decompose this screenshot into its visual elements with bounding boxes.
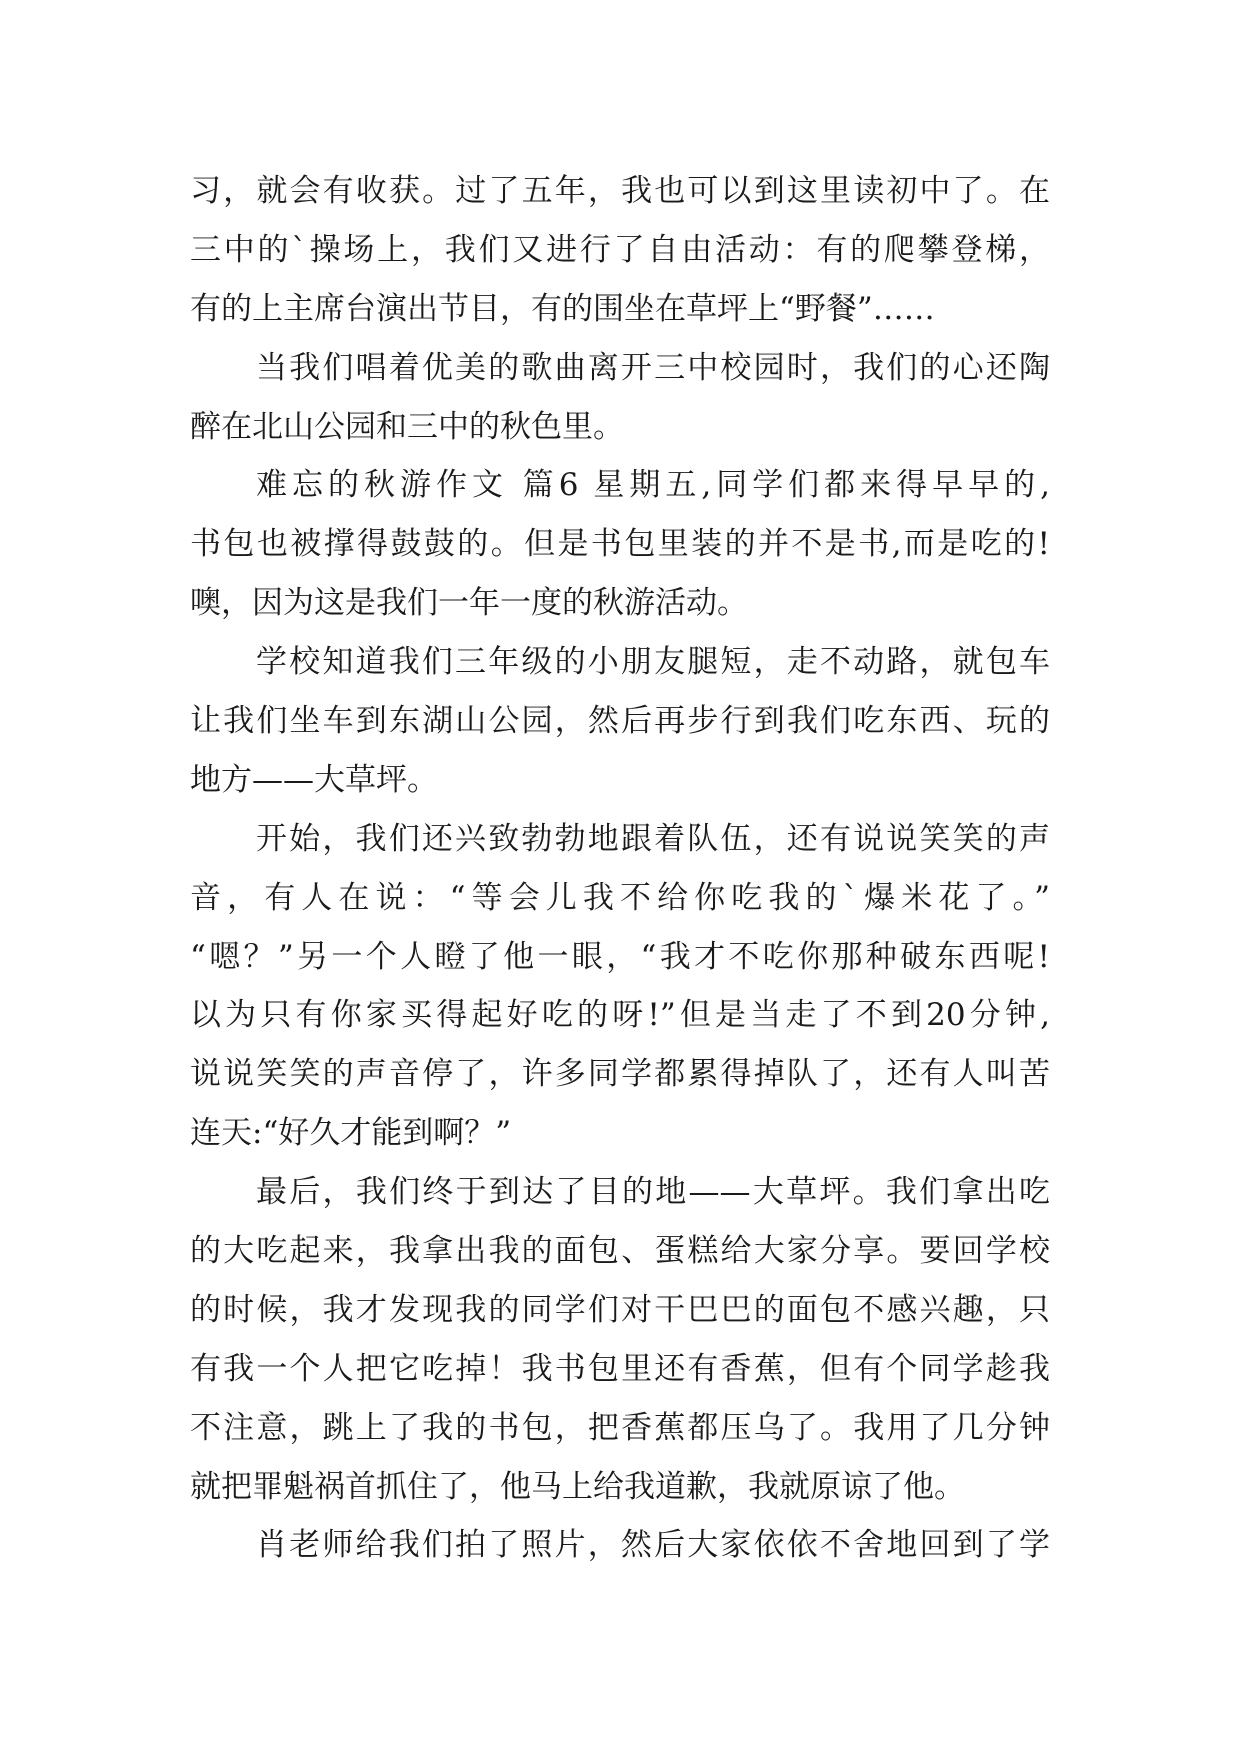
text-line: 学校知道我们三年级的小朋友腿短，走不动路，就包车	[256, 644, 1050, 681]
text-line: 不注意，跳上了我的书包，把香蕉都压乌了。我用了几分钟	[190, 1409, 1050, 1446]
text-line: 噢，因为这是我们一年一度的秋游活动。	[190, 585, 748, 622]
body-text	[190, 162, 1050, 1575]
text-line: 醉在北山公园和三中的秋色里。	[190, 408, 624, 445]
text-line: 就把罪魁祸首抓住了，他马上给我道歉，我就原谅了他。	[190, 1468, 965, 1505]
text-line: 说说笑笑的声音停了，许多同学都累得掉队了，还有人叫苦	[190, 1056, 1050, 1093]
text-line: 以为只有你家买得起好吃的呀!”但是当走了不到20分钟,	[190, 997, 1050, 1034]
text-line: 的时候，我才发现我的同学们对干巴巴的面包不感兴趣，只	[190, 1291, 1050, 1328]
text-line: “嗯？”另一个人瞪了他一眼，“我才不吃你那种破东西呢!	[190, 938, 1050, 975]
text-line: 难忘的秋游作文 篇6 星期五,同学们都来得早早的,	[256, 467, 1050, 504]
text-line: 有的上主席台演出节目，有的围坐在草坪上“野餐”……	[190, 290, 935, 327]
text-line: 地方——大草坪。	[190, 761, 438, 798]
text-line: 的大吃起来，我拿出我的面包、蛋糕给大家分享。要回学校	[190, 1233, 1050, 1270]
text-line: 三中的`操场上，我们又进行了自由活动：有的爬攀登梯，	[190, 231, 1050, 268]
text-line: 最后，我们终于到达了目的地——大草坪。我们拿出吃	[256, 1174, 1050, 1211]
text-line: 音，有人在说：“等会儿我不给你吃我的`爆米花了。”	[190, 879, 1050, 916]
text-line: 肖老师给我们拍了照片，然后大家依依不舍地回到了学	[256, 1527, 1050, 1564]
text-line: 习，就会有收获。过了五年，我也可以到这里读初中了。在	[190, 173, 1050, 209]
text-line: 当我们唱着优美的歌曲离开三中校园时，我们的心还陶	[256, 349, 1050, 386]
text-line: 有我一个人把它吃掉！我书包里还有香蕉，但有个同学趁我	[190, 1350, 1050, 1387]
text-line: 连天:“好久才能到啊？”	[190, 1115, 512, 1152]
text-line: 让我们坐车到东湖山公园，然后再步行到我们吃东西、玩的	[190, 703, 1050, 740]
text-line: 书包也被撑得鼓鼓的。但是书包里装的并不是书,而是吃的!	[190, 526, 1050, 563]
text-line: 开始，我们还兴致勃勃地跟着队伍，还有说说笑笑的声	[256, 820, 1050, 857]
